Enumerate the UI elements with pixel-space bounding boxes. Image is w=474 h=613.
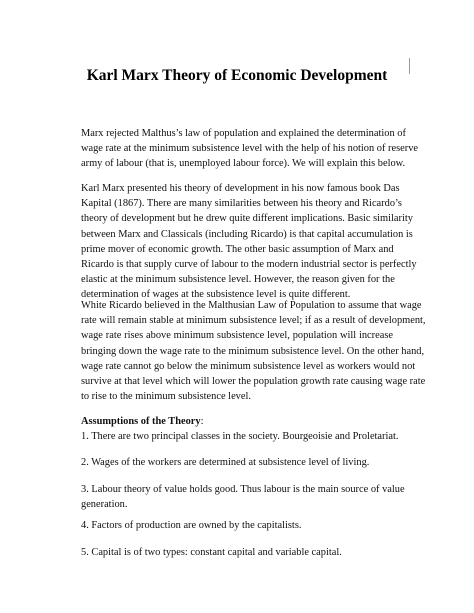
paragraph-2-line: Karl Marx presented his theory of development in his now famous book Das	[81, 183, 400, 194]
paragraph-2-line: prime mover of economic growth. The other basic assumption of Marx and	[81, 243, 394, 255]
assumptions-heading	[81, 414, 204, 429]
paragraph-1-line: wage rate at the minimum subsistence level with the help of his notion of reserve	[81, 143, 419, 155]
assumptions-heading-text: Assumptions of the Theory	[81, 416, 201, 427]
paragraph-2-line: between Marx and Classicals (including Ricardo) is that capital accumulation is	[81, 228, 413, 240]
paragraph-3-line: rate will remain stable at minimum subsistence level; if as a result of development,	[81, 315, 426, 327]
paragraph-2-line: theory of development but he drew quite different implications. Basic similarity	[81, 213, 413, 225]
paragraph-3-line: wage rate rises above minimum subsistence level, population will increase	[81, 330, 393, 342]
assumption-item	[81, 429, 399, 444]
assumption-item	[81, 455, 393, 470]
paragraph-1	[81, 126, 419, 172]
paragraph-2-line: elastic at the minimum subsistence level. However, the reason given for the	[81, 274, 395, 286]
paragraph-3-line: to rise to the minimum subsistence level.	[81, 391, 251, 403]
paragraph-3-line: bringing down the wage rate to the minimum subsistence level. On the other hand,	[81, 345, 425, 357]
paragraph-2-line: Kapital (1867). There are many similarities between his theory and Ricardo’s	[81, 198, 402, 210]
assumption-item	[81, 545, 393, 560]
assumption-item	[81, 482, 405, 512]
assumption-line: 4. Factors of production are owned by the capitalists.	[81, 520, 302, 531]
paragraph-3-line: White Ricardo believed in the Malthusian Law of Population to assume that wage	[81, 300, 422, 311]
assumption-item	[81, 518, 393, 533]
paragraph-1-line: army of labour (that is, unemployed labour force). We will explain this below.	[81, 158, 406, 170]
assumptions-heading-colon: :	[200, 416, 204, 427]
assumption-line: 5. Capital is of two types: constant capital and variable capital.	[81, 547, 342, 558]
assumption-line: 3. Labour theory of value holds good. Thus labour is the main source of value	[81, 484, 405, 495]
paragraph-3-line: survive at that level which will lower the population growth rate causing wage rate	[81, 376, 426, 388]
paragraph-3	[81, 298, 426, 404]
paragraph-2-line: determination of wages at the subsistence level is quite different.	[81, 289, 351, 301]
paragraph-3-line: wage rate cannot go below the minimum subsistence level as workers would not	[81, 360, 416, 372]
paragraph-2	[81, 181, 417, 303]
assumption-line: generation.	[81, 499, 128, 511]
paragraph-2-line: Ricardo is that supply curve of labour to the modern industrial sector is perfectly	[81, 259, 417, 271]
document-title: Karl Marx Theory of Economic Development	[86, 67, 388, 84]
paragraph-1-line: Marx rejected Malthus’s law of population and explained the determination of	[81, 128, 406, 139]
assumption-line: 1. There are two principal classes in the society. Bourgeoisie and Proletariat.	[81, 431, 399, 442]
assumption-line: 2. Wages of the workers are determined at subsistence level of living.	[81, 457, 370, 468]
